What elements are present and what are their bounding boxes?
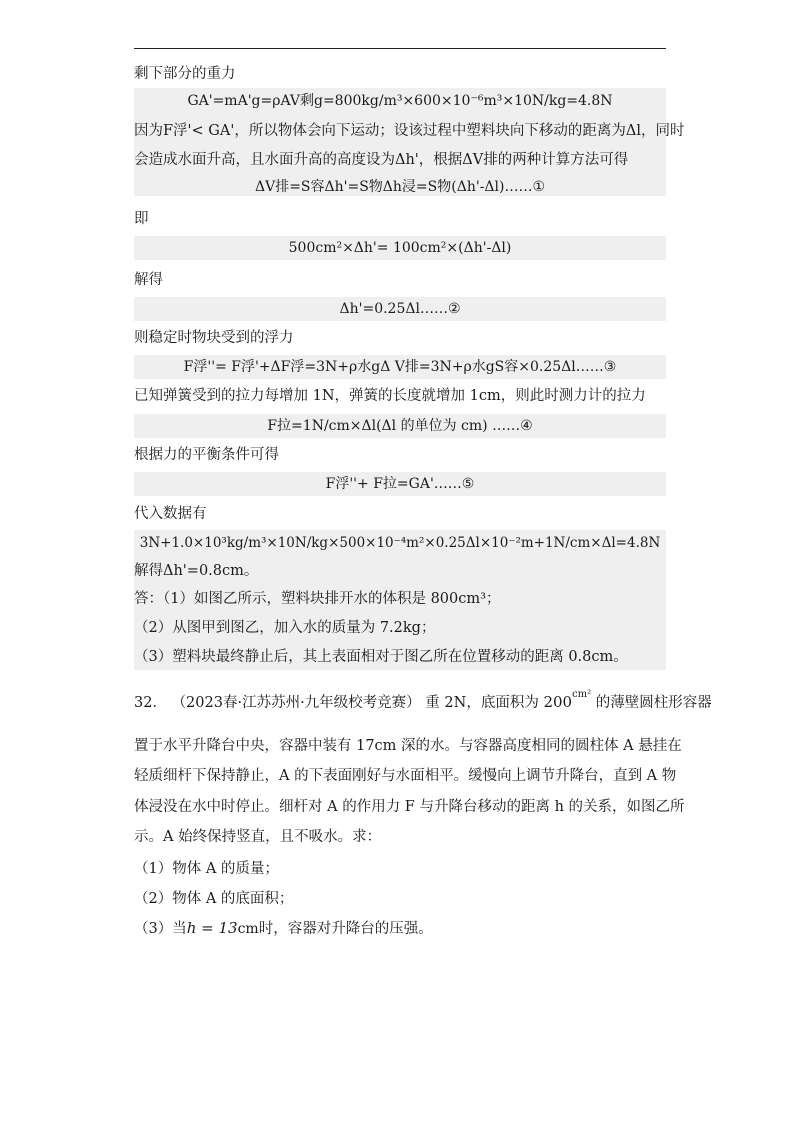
formula-balance: F浮''+ F拉=GA'……⑤: [134, 472, 666, 496]
sub-question: （1）物体 A 的质量；: [134, 861, 279, 877]
question-line: 体浸没在水中时停止。细杆对 A 的作用力 F 与升降台移动的距离 h 的关系，如图乙所: [134, 799, 685, 815]
text-line: 因为F浮'< GA'，所以物体会向下运动；设该过程中塑料块向下移动的距离为Δl，同时: [134, 123, 685, 139]
question-text: 重 2N，底面积为: [425, 694, 539, 711]
formula-block: [134, 88, 685, 196]
formula-volume: ΔV排=S容Δh'=S物Δh浸=S物(Δh'-Δl)……①: [254, 179, 546, 195]
question-source: （2023春·江苏苏州·九年级校考竞赛）: [171, 694, 421, 711]
area-value: 200: [543, 692, 573, 711]
text-line: 解得: [134, 272, 163, 288]
height-equation: h = 13: [186, 919, 238, 937]
answer-line: （2）从图甲到图乙，加入水的质量为 7.2kg；: [134, 620, 436, 636]
header-rule: [134, 48, 666, 49]
text-line: 会造成水面升高，且水面升高的高度设为Δh'，根据ΔV排的两种计算方法可得: [134, 152, 629, 168]
formula-ratio: Δh'=0.25Δl……②: [134, 297, 666, 321]
formula-spring: F拉=1N/cm×Δl(Δl 的单位为 cm) ……④: [134, 414, 666, 438]
sub-question-prefix: （3）当: [134, 921, 187, 937]
formula-equation: 500cm²×Δh'= 100cm²×(Δh'-Δl): [134, 236, 666, 260]
question-line: 示。A 始终保持竖直，且不吸水。求：: [134, 829, 382, 845]
text-line: 则稳定时物块受到的浮力: [134, 330, 294, 346]
question-text: 的薄壁圆柱形容器: [595, 694, 712, 711]
area-unit: cm²: [572, 689, 592, 700]
height-unit: cm: [237, 921, 259, 937]
text-line: 即: [134, 211, 149, 227]
text-line: 剩下部分的重力: [134, 66, 236, 82]
text-line: 根据力的平衡条件可得: [134, 447, 279, 463]
answer-line: 答：（1）如图乙所示，塑料块排开水的体积是 800cm³；: [134, 591, 501, 607]
sub-question-text: 时，容器对升降台的压强。: [258, 921, 433, 937]
question-line: 置于水平升降台中央，容器中装有 17cm 深的水。与容器高度相同的圆柱体 A 悬挂在: [134, 738, 682, 754]
answer-block: [134, 530, 666, 670]
sub-question: [134, 917, 433, 940]
text-line: 已知弹簧受到的拉力每增加 1N，弹簧的长度就增加 1cm，则此时测力计的拉力: [134, 388, 646, 404]
text-line: 解得Δh'=0.8cm。: [134, 563, 259, 579]
text-line: 代入数据有: [134, 506, 207, 522]
question-header: [134, 688, 712, 714]
formula-substitution: 3N+1.0×10³kg/m³×10N/kg×500×10⁻⁴m²×0.25Δl×10⁻²m+1N/cm×Δl=4.8N: [139, 535, 661, 551]
sub-question: （2）物体 A 的底面积；: [134, 891, 294, 907]
formula-gravity: GA'=mA'g=ρAV剩g=800kg/m³×600×10⁻⁶m³×10N/kg=4.8N: [187, 93, 613, 109]
answer-line: （3）塑料块最终静止后，其上表面相对于图乙所在位置移动的距离 0.8cm。: [134, 649, 628, 665]
formula-buoyancy: F浮''= F浮'+ΔF浮=3N+ρ水gΔ V排=3N+ρ水gS容×0.25Δl……③: [134, 355, 666, 379]
question-number: 32．: [134, 694, 167, 711]
question-line: 轻质细杆下保持静止，A 的下表面刚好与水面相平。缓慢向上调节升降台，直到 A 物: [134, 768, 677, 784]
